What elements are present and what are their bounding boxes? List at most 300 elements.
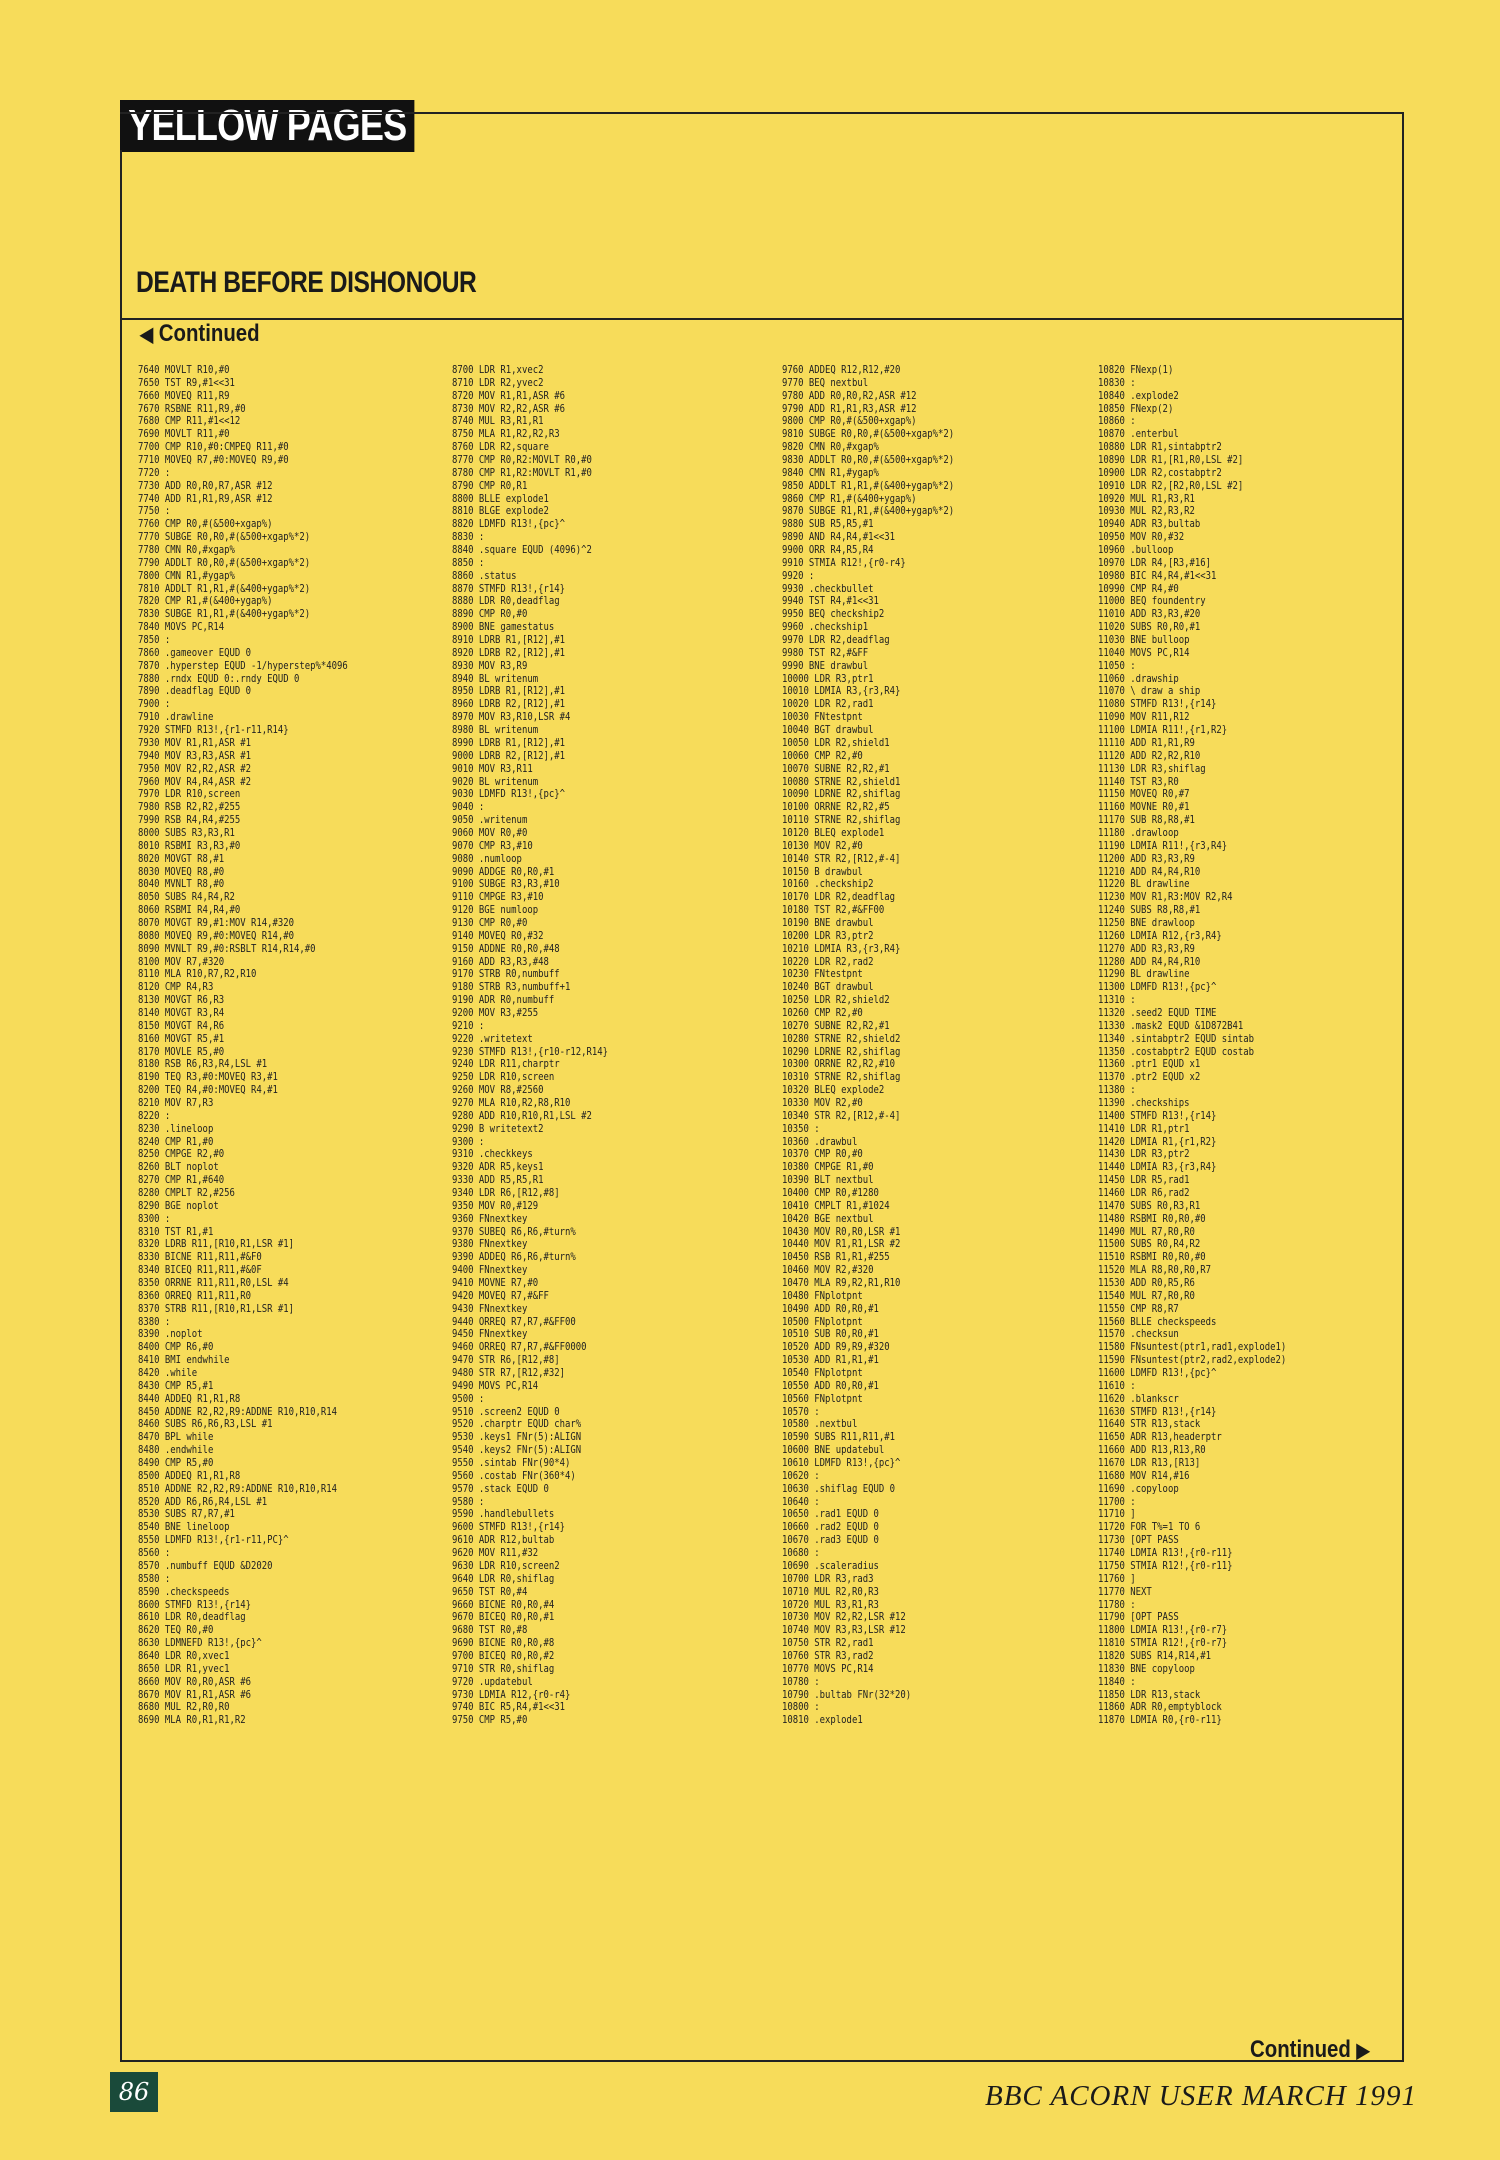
code-line: 9200 MOV R3,#255 [452, 1006, 539, 1019]
code-line: 10390 BLT nextbul [782, 1174, 874, 1187]
code-line: 8980 BL writenum [452, 724, 539, 737]
code-line: 9010 MOV R3,R11 [452, 762, 533, 775]
code-line: 10330 MOV R2,#0 [782, 1096, 863, 1109]
code-line: 11450 LDR R5,rad1 [1098, 1174, 1190, 1187]
code-line: 7940 MOV R3,R3,ASR #1 [138, 749, 251, 762]
code-line: 10790 .bultab FNr(32*20) [782, 1688, 912, 1701]
code-line: 9570 .stack EQUD 0 [452, 1482, 549, 1495]
code-line: 8400 CMP R6,#0 [138, 1341, 214, 1354]
code-line: 11600 LDMFD R13!,{pc}^ [1098, 1367, 1217, 1380]
section-header: YELLOW PAGES [120, 100, 415, 152]
code-line: 9930 .checkbullet [782, 582, 874, 595]
code-line: 7820 CMP R1,#(&400+ygap%) [138, 595, 273, 608]
code-line: 10250 LDR R2,shield2 [782, 994, 890, 1007]
code-line: 11270 ADD R3,R3,R9 [1098, 942, 1195, 955]
code-line: 8300 : [138, 1212, 171, 1225]
code-line: 11130 LDR R3,shiflag [1098, 762, 1206, 775]
code-line: 8800 BLLE explode1 [452, 492, 549, 505]
code-line: 10950 MOV R0,#32 [1098, 531, 1185, 544]
code-line: 9670 BICEQ R0,R0,#1 [452, 1611, 555, 1624]
code-line: 10490 ADD R0,R0,#1 [782, 1302, 879, 1315]
publication-footer: BBC ACORN USER MARCH 1991 [985, 2080, 1418, 2112]
code-line: 10640 : [782, 1495, 820, 1508]
code-line: 10740 MOV R3,R3,LSR #12 [782, 1624, 906, 1637]
code-line: 9710 STR R0,shiflag [452, 1662, 555, 1675]
code-line: 11800 LDMIA R13!,{r0-r7} [1098, 1624, 1228, 1637]
code-line: 8820 LDMFD R13!,{pc}^ [452, 518, 565, 531]
code-line: 7830 SUBGE R1,R1,#(&400+ygap%*2) [138, 608, 311, 621]
code-line: 8390 .noplot [138, 1328, 203, 1341]
code-line: 10910 LDR R2,[R2,R0,LSL #2] [1098, 479, 1244, 492]
code-line: 9800 CMP R0,#(&500+xgap%) [782, 415, 917, 428]
code-line: 7970 LDR R10,screen [138, 788, 241, 801]
code-line: 10440 MOV R1,R1,LSR #2 [782, 1238, 901, 1251]
code-line: 7800 CMN R1,#ygap% [138, 569, 235, 582]
code-line: 8780 CMP R1,R2:MOVLT R1,#0 [452, 466, 592, 479]
code-line: 8030 MOVEQ R8,#0 [138, 865, 225, 878]
code-line: 11860 ADR R0,emptyblock [1098, 1701, 1222, 1714]
code-line: 9590 .handlebullets [452, 1508, 555, 1521]
code-line: 9170 STRB R0,numbuff [452, 968, 560, 981]
code-line: 9700 BICEQ R0,R0,#2 [452, 1649, 555, 1662]
code-line: 9500 : [452, 1392, 485, 1405]
code-line: 11500 SUBS R0,R4,R2 [1098, 1238, 1201, 1251]
code-line: 7740 ADD R1,R1,R9,ASR #12 [138, 492, 273, 505]
code-line: 11030 BNE bulloop [1098, 634, 1190, 647]
code-line: 10590 SUBS R11,R11,#1 [782, 1431, 895, 1444]
code-line: 8890 CMP R0,#0 [452, 608, 528, 621]
code-line: 7640 MOVLT R10,#0 [138, 364, 230, 376]
code-line: 9140 MOVEQ R0,#32 [452, 929, 544, 942]
code-line: 7680 CMP R11,#1<<12 [138, 415, 241, 428]
code-line: 11370 .ptr2 EQUD x2 [1098, 1071, 1201, 1084]
code-line: 8490 CMP R5,#0 [138, 1457, 214, 1470]
code-line: 9970 LDR R2,deadflag [782, 634, 890, 647]
code-line: 9580 : [452, 1495, 485, 1508]
code-line: 9130 CMP R0,#0 [452, 916, 528, 929]
code-line: 7660 MOVEQ R11,R9 [138, 389, 230, 402]
code-line: 11220 BL drawline [1098, 878, 1190, 891]
code-line: 9870 SUBGE R1,R1,#(&400+ygap%*2) [782, 505, 955, 518]
code-line: 8710 LDR R2,yvec2 [452, 376, 544, 389]
code-line: 10530 ADD R1,R1,#1 [782, 1354, 879, 1367]
code-line: 10850 FNexp(2) [1098, 402, 1174, 415]
code-line: 11870 LDMIA R0,{r0-r11} [1098, 1714, 1222, 1727]
code-line: 8840 .square EQUD (4096)^2 [452, 544, 592, 557]
code-line: 10480 FNplotpnt [782, 1289, 863, 1302]
code-line: 8180 RSB R6,R3,R4,LSL #1 [138, 1058, 268, 1071]
code-line: 10090 LDRNE R2,shiflag [782, 788, 901, 801]
code-line: 8110 MLA R10,R7,R2,R10 [138, 968, 257, 981]
code-line: 11730 [OPT PASS [1098, 1534, 1179, 1547]
code-line: 10780 : [782, 1675, 820, 1688]
code-line: 8940 BL writenum [452, 672, 539, 685]
code-line: 8210 MOV R7,R3 [138, 1096, 214, 1109]
code-line: 11760 ] [1098, 1572, 1136, 1585]
code-line: 8530 SUBS R7,R7,#1 [138, 1508, 235, 1521]
code-line: 8280 CMPLT R2,#256 [138, 1187, 235, 1199]
code-line: 11670 LDR R13,[R13] [1098, 1457, 1201, 1470]
code-line: 9840 CMN R1,#ygap% [782, 466, 879, 479]
code-line: 10460 MOV R2,#320 [782, 1264, 874, 1277]
code-line: 8810 BLGE explode2 [452, 505, 549, 518]
code-line: 11680 MOV R14,#16 [1098, 1469, 1190, 1482]
code-line: 10720 MUL R3,R1,R3 [782, 1598, 879, 1611]
code-line: 9420 MOVEQ R7,#&FF [452, 1289, 549, 1302]
code-line: 10890 LDR R1,[R1,R0,LSL #2] [1098, 454, 1244, 467]
frame-bottom [120, 2060, 1404, 2062]
code-line: 9560 .costab FNr(360*4) [452, 1469, 576, 1482]
code-line: 11250 BNE drawloop [1098, 916, 1195, 929]
code-line: 8200 TEQ R4,#0:MOVEQ R4,#1 [138, 1084, 278, 1097]
continued-label: Continued [158, 320, 260, 347]
code-line: 9600 STMFD R13!,{r14} [452, 1521, 565, 1534]
arrow-right-icon: ▶ [1356, 2040, 1370, 2062]
code-line: 10520 ADD R9,R9,#320 [782, 1341, 890, 1354]
code-line: 8620 TEQ R0,#0 [138, 1624, 214, 1637]
code-line: 9230 STMFD R13!,{r10-r12,R14} [452, 1045, 609, 1058]
code-line: 11160 MOVNE R0,#1 [1098, 801, 1190, 814]
code-line: 8090 MVNLT R9,#0:RSBLT R14,R14,#0 [138, 942, 316, 955]
code-line: 11010 ADD R3,R3,#20 [1098, 608, 1201, 621]
code-line: 9820 CMN R0,#xgap% [782, 441, 879, 454]
code-line: 10420 BGE nextbul [782, 1212, 874, 1225]
code-line: 10040 BGT drawbul [782, 724, 874, 737]
code-line: 9020 BL writenum [452, 775, 539, 788]
code-line: 9880 SUB R5,R5,#1 [782, 518, 874, 531]
code-line: 9380 FNnextkey [452, 1238, 528, 1251]
code-line: 11790 [OPT PASS [1098, 1611, 1179, 1624]
code-line: 9480 STR R7,[R12,#32] [452, 1367, 565, 1380]
code-line: 10230 FNtestpnt [782, 968, 863, 981]
code-line: 8950 LDRB R1,[R12],#1 [452, 685, 565, 698]
code-line: 10340 STR R2,[R12,#-4] [782, 1109, 901, 1122]
code-line: 10630 .shiflag EQUD 0 [782, 1482, 895, 1495]
code-column-1 [138, 364, 348, 1727]
code-line: 10200 LDR R3,ptr2 [782, 929, 874, 942]
code-line: 10190 BNE drawbul [782, 916, 874, 929]
code-line: 9760 ADDEQ R12,R12,#20 [782, 364, 901, 376]
code-line: 8380 : [138, 1315, 171, 1328]
code-line: 9110 CMPGE R3,#10 [452, 891, 544, 904]
code-line: 7670 RSBNE R11,R9,#0 [138, 402, 246, 415]
code-line: 11710 ] [1098, 1508, 1136, 1521]
code-line: 9720 .updatebul [452, 1675, 533, 1688]
code-line: 10880 LDR R1,sintabptr2 [1098, 441, 1222, 454]
code-line: 9400 FNnextkey [452, 1264, 528, 1277]
code-line: 8900 BNE gamestatus [452, 621, 555, 634]
code-line: 11050 : [1098, 659, 1136, 672]
code-line: 8100 MOV R7,#320 [138, 955, 225, 968]
code-line: 7700 CMP R10,#0:CMPEQ R11,#0 [138, 441, 289, 454]
code-line: 8070 MOVGT R9,#1:MOV R14,#320 [138, 916, 295, 929]
code-line: 11390 .checkships [1098, 1096, 1190, 1109]
code-line: 10240 BGT drawbul [782, 981, 874, 994]
code-line: 10900 LDR R2,costabptr2 [1098, 466, 1222, 479]
code-line: 8130 MOVGT R6,R3 [138, 994, 225, 1007]
code-line: 7760 CMP R0,#(&500+xgap%) [138, 518, 273, 531]
code-line: 7990 RSB R4,R4,#255 [138, 814, 241, 827]
code-line: 10550 ADD R0,R0,#1 [782, 1379, 879, 1392]
code-line: 10410 CMPLT R1,#1024 [782, 1199, 890, 1212]
code-line: 8580 : [138, 1572, 171, 1585]
code-line: 8410 BMI endwhile [138, 1354, 230, 1367]
code-line: 8850 : [452, 556, 485, 569]
code-line: 11740 LDMIA R13!,{r0-r11} [1098, 1547, 1233, 1560]
article-title: DEATH BEFORE DISHONOUR [136, 266, 477, 299]
code-line: 10990 CMP R4,#0 [1098, 582, 1179, 595]
code-line: 11090 MOV R11,R12 [1098, 711, 1190, 724]
frame-divider [120, 318, 1404, 320]
code-line: 8450 ADDNE R2,R2,R9:ADDNE R10,R10,R14 [138, 1405, 338, 1418]
code-line: 10760 STR R3,rad2 [782, 1649, 874, 1662]
code-line: 10110 STRNE R2,shiflag [782, 814, 901, 827]
code-line: 11120 ADD R2,R2,R10 [1098, 749, 1201, 762]
code-line: 8930 MOV R3,R9 [452, 659, 528, 672]
code-line: 11210 ADD R4,R4,R10 [1098, 865, 1201, 878]
code-line: 11080 STMFD R13!,{r14} [1098, 698, 1217, 711]
code-line: 7810 ADDLT R1,R1,#(&400+ygap%*2) [138, 582, 311, 595]
code-line: 11170 SUB R8,R8,#1 [1098, 814, 1195, 827]
code-line: 8460 SUBS R6,R6,R3,LSL #1 [138, 1418, 273, 1431]
code-line: 8320 LDRB R11,[R10,R1,LSR #1] [138, 1238, 295, 1251]
code-line: 11320 .seed2 EQUD TIME [1098, 1006, 1217, 1019]
continued-to-marker [1250, 2036, 1370, 2064]
code-line: 11520 MLA R8,R0,R0,R7 [1098, 1264, 1211, 1277]
code-line: 10800 : [782, 1701, 820, 1714]
code-line: 11550 CMP R8,R7 [1098, 1302, 1179, 1315]
code-line: 11070 \ draw a ship [1098, 685, 1201, 698]
code-line: 9540 .keys2 FNr(5):ALIGN [452, 1444, 582, 1457]
code-line: 7780 CMN R0,#xgap% [138, 544, 235, 557]
code-line: 10820 FNexp(1) [1098, 364, 1174, 376]
code-line: 11490 MUL R7,R0,R0 [1098, 1225, 1195, 1238]
code-line: 8050 SUBS R4,R4,R2 [138, 891, 235, 904]
code-line: 8220 : [138, 1109, 171, 1122]
code-line: 9340 LDR R6,[R12,#8] [452, 1187, 560, 1199]
code-line: 11440 LDMIA R3,{r3,R4} [1098, 1161, 1217, 1174]
code-line: 8970 MOV R3,R10,LSR #4 [452, 711, 571, 724]
code-line: 10920 MUL R1,R3,R1 [1098, 492, 1195, 505]
code-line: 9210 : [452, 1019, 485, 1032]
code-line: 7720 : [138, 466, 171, 479]
code-line: 9310 .checkkeys [452, 1148, 533, 1161]
code-line: 11060 .drawship [1098, 672, 1179, 685]
code-line: 9410 MOVNE R7,#0 [452, 1277, 539, 1290]
code-line: 10260 CMP R2,#0 [782, 1006, 863, 1019]
code-line: 11480 RSBMI R0,R0,#0 [1098, 1212, 1206, 1225]
code-line: 9220 .writetext [452, 1032, 533, 1045]
code-line: 8120 CMP R4,R3 [138, 981, 214, 994]
code-line: 8870 STMFD R13!,{r14} [452, 582, 565, 595]
code-line: 10970 LDR R4,[R3,#16] [1098, 556, 1211, 569]
code-line: 8880 LDR R0,deadflag [452, 595, 560, 608]
code-line: 9660 BICNE R0,R0,#4 [452, 1598, 555, 1611]
code-line: 8920 LDRB R2,[R12],#1 [452, 646, 565, 659]
code-line: 9280 ADD R10,R10,R1,LSL #2 [452, 1109, 592, 1122]
continued-label: Continued [1250, 2036, 1351, 2063]
code-line: 8670 MOV R1,R1,ASR #6 [138, 1688, 251, 1701]
code-line: 9960 .checkship1 [782, 621, 869, 634]
code-line: 9050 .writenum [452, 814, 528, 827]
code-line: 10670 .rad3 EQUD 0 [782, 1534, 879, 1547]
code-line: 10350 : [782, 1122, 820, 1135]
code-line: 10280 STRNE R2,shield2 [782, 1032, 901, 1045]
code-line: 11310 : [1098, 994, 1136, 1007]
code-line: 8250 CMPGE R2,#0 [138, 1148, 225, 1161]
code-line: 8760 LDR R2,square [452, 441, 549, 454]
code-line: 8270 CMP R1,#640 [138, 1174, 225, 1187]
code-line: 8000 SUBS R3,R3,R1 [138, 826, 235, 839]
code-line: 11820 SUBS R14,R14,#1 [1098, 1649, 1211, 1662]
code-line: 10170 LDR R2,deadflag [782, 891, 895, 904]
code-line: 9470 STR R6,[R12,#8] [452, 1354, 560, 1367]
code-line: 9810 SUBGE R0,R0,#(&500+xgap%*2) [782, 428, 955, 441]
code-line: 9550 .sintab FNr(90*4) [452, 1457, 571, 1470]
code-line: 7900 : [138, 698, 171, 711]
code-line: 8510 ADDNE R2,R2,R9:ADDNE R10,R10,R14 [138, 1482, 338, 1495]
code-line: 8160 MOVGT R5,#1 [138, 1032, 225, 1045]
code-line: 10010 LDMIA R3,{r3,R4} [782, 685, 901, 698]
code-line: 8590 .checkspeeds [138, 1585, 230, 1598]
code-line: 10700 LDR R3,rad3 [782, 1572, 874, 1585]
code-line: 10940 ADR R3,bultab [1098, 518, 1201, 531]
code-line: 9770 BEQ nextbul [782, 376, 869, 389]
code-line: 11690 .copyloop [1098, 1482, 1179, 1495]
code-line: 10500 FNplotpnt [782, 1315, 863, 1328]
code-line: 9940 TST R4,#1<<31 [782, 595, 879, 608]
frame-right [1402, 112, 1404, 2062]
code-line: 10690 .scaleradius [782, 1559, 879, 1572]
code-line: 9250 LDR R10,screen [452, 1071, 555, 1084]
code-line: 8560 : [138, 1547, 171, 1560]
code-line: 8830 : [452, 531, 485, 544]
code-line: 10400 CMP R0,#1280 [782, 1187, 879, 1199]
code-line: 7860 .gameover EQUD 0 [138, 646, 251, 659]
code-line: 10810 .explode1 [782, 1714, 863, 1727]
code-line: 7890 .deadflag EQUD 0 [138, 685, 251, 698]
code-line: 9860 CMP R1,#(&400+ygap%) [782, 492, 917, 505]
code-line: 10030 FNtestpnt [782, 711, 863, 724]
code-line: 9290 B writetext2 [452, 1122, 544, 1135]
code-line: 9680 TST R0,#8 [452, 1624, 528, 1637]
code-line: 7840 MOVS PC,R14 [138, 621, 225, 634]
code-line: 8610 LDR R0,deadflag [138, 1611, 246, 1624]
code-line: 9690 BICNE R0,R0,#8 [452, 1637, 555, 1650]
code-line: 8360 ORREQ R11,R11,R0 [138, 1289, 251, 1302]
code-line: 11240 SUBS R8,R8,#1 [1098, 904, 1201, 917]
code-line: 8040 MVNLT R8,#0 [138, 878, 225, 891]
code-line: 10220 LDR R2,rad2 [782, 955, 874, 968]
code-line: 10360 .drawbul [782, 1135, 858, 1148]
code-line: 9900 ORR R4,R5,R4 [782, 544, 874, 557]
code-line: 9070 CMP R3,#10 [452, 839, 533, 852]
code-line: 10140 STR R2,[R12,#-4] [782, 852, 901, 865]
code-line: 11700 : [1098, 1495, 1136, 1508]
code-line: 9510 .screen2 EQUD 0 [452, 1405, 560, 1418]
code-line: 8470 BPL while [138, 1431, 214, 1444]
arrow-left-icon: ◀ [140, 324, 154, 346]
code-line: 11660 ADD R13,R13,R0 [1098, 1444, 1206, 1457]
code-line: 11100 LDMIA R11!,{r1,R2} [1098, 724, 1228, 737]
code-line: 9920 : [782, 569, 815, 582]
code-line: 10020 LDR R2,rad1 [782, 698, 874, 711]
code-line: 8570 .numbuff EQUD &D2020 [138, 1559, 273, 1572]
code-line: 11590 FNsuntest(ptr2,rad2,explode2) [1098, 1354, 1287, 1367]
code-line: 10600 BNE updatebul [782, 1444, 885, 1457]
code-line: 9260 MOV R8,#2560 [452, 1084, 544, 1097]
code-line: 11230 MOV R1,R3:MOV R2,R4 [1098, 891, 1233, 904]
code-line: 7650 TST R9,#1<<31 [138, 376, 235, 389]
code-line: 8680 MUL R2,R0,R0 [138, 1701, 230, 1714]
code-line: 11180 .drawloop [1098, 826, 1179, 839]
code-line: 9030 LDMFD R13!,{pc}^ [452, 788, 565, 801]
code-line: 10680 : [782, 1547, 820, 1560]
code-line: 8480 .endwhile [138, 1444, 214, 1457]
code-line: 11830 BNE copyloop [1098, 1662, 1195, 1675]
code-line: 11420 LDMIA R1,{r1,R2} [1098, 1135, 1217, 1148]
code-line: 7960 MOV R4,R4,ASR #2 [138, 775, 251, 788]
code-line: 11190 LDMIA R11!,{r3,R4} [1098, 839, 1228, 852]
code-line: 8990 LDRB R1,[R12],#1 [452, 736, 565, 749]
code-line: 11540 MUL R7,R0,R0 [1098, 1289, 1195, 1302]
code-line: 10620 : [782, 1469, 820, 1482]
code-line: 11150 MOVEQ R0,#7 [1098, 788, 1190, 801]
code-line: 11040 MOVS PC,R14 [1098, 646, 1190, 659]
code-line: 7770 SUBGE R0,R0,#(&500+xgap%*2) [138, 531, 311, 544]
code-line: 11350 .costabptr2 EQUD costab [1098, 1045, 1255, 1058]
code-line: 11330 .mask2 EQUD &1D872B41 [1098, 1019, 1244, 1032]
code-line: 7750 : [138, 505, 171, 518]
code-line: 10930 MUL R2,R3,R2 [1098, 505, 1195, 518]
code-line: 10710 MUL R2,R0,R3 [782, 1585, 879, 1598]
code-line: 10660 .rad2 EQUD 0 [782, 1521, 879, 1534]
code-line: 9270 MLA R10,R2,R8,R10 [452, 1096, 571, 1109]
code-line: 11410 LDR R1,ptr1 [1098, 1122, 1190, 1135]
code-line: 11200 ADD R3,R3,R9 [1098, 852, 1195, 865]
code-line: 7950 MOV R2,R2,ASR #2 [138, 762, 251, 775]
code-line: 11720 FOR T%=1 TO 6 [1098, 1521, 1201, 1534]
code-line: 11850 LDR R13,stack [1098, 1688, 1201, 1701]
code-line: 9330 ADD R5,R5,R1 [452, 1174, 544, 1187]
code-line: 9160 ADD R3,R3,#48 [452, 955, 549, 968]
code-line: 9100 SUBGE R3,R3,#10 [452, 878, 560, 891]
code-line: 7870 .hyperstep EQUD -1/hyperstep%*4096 [138, 659, 348, 672]
code-line: 8170 MOVLE R5,#0 [138, 1045, 225, 1058]
continued-from-marker [140, 320, 260, 348]
code-line: 7920 STMFD R13!,{r1-r11,R14} [138, 724, 289, 737]
code-line: 10060 CMP R2,#0 [782, 749, 863, 762]
code-line: 10100 ORRNE R2,R2,#5 [782, 801, 890, 814]
code-line: 8500 ADDEQ R1,R1,R8 [138, 1469, 241, 1482]
code-line: 10560 FNplotpnt [782, 1392, 863, 1405]
code-line: 9440 ORREQ R7,R7,#&FF00 [452, 1315, 576, 1328]
code-line: 8640 LDR R0,xvec1 [138, 1649, 230, 1662]
code-line: 10290 LDRNE R2,shiflag [782, 1045, 901, 1058]
code-line: 8910 LDRB R1,[R12],#1 [452, 634, 565, 647]
code-line: 11620 .blankscr [1098, 1392, 1179, 1405]
code-line: 9490 MOVS PC,R14 [452, 1379, 539, 1392]
code-line: 9630 LDR R10,screen2 [452, 1559, 560, 1572]
code-line: 10380 CMPGE R1,#0 [782, 1161, 874, 1174]
code-line: 10980 BIC R4,R4,#1<<31 [1098, 569, 1217, 582]
code-line: 8430 CMP R5,#1 [138, 1379, 214, 1392]
code-column-4 [1098, 364, 1286, 1727]
code-line: 8720 MOV R1,R1,ASR #6 [452, 389, 565, 402]
code-line: 8730 MOV R2,R2,ASR #6 [452, 402, 565, 415]
code-line: 10730 MOV R2,R2,LSR #12 [782, 1611, 906, 1624]
code-line: 8420 .while [138, 1367, 198, 1380]
